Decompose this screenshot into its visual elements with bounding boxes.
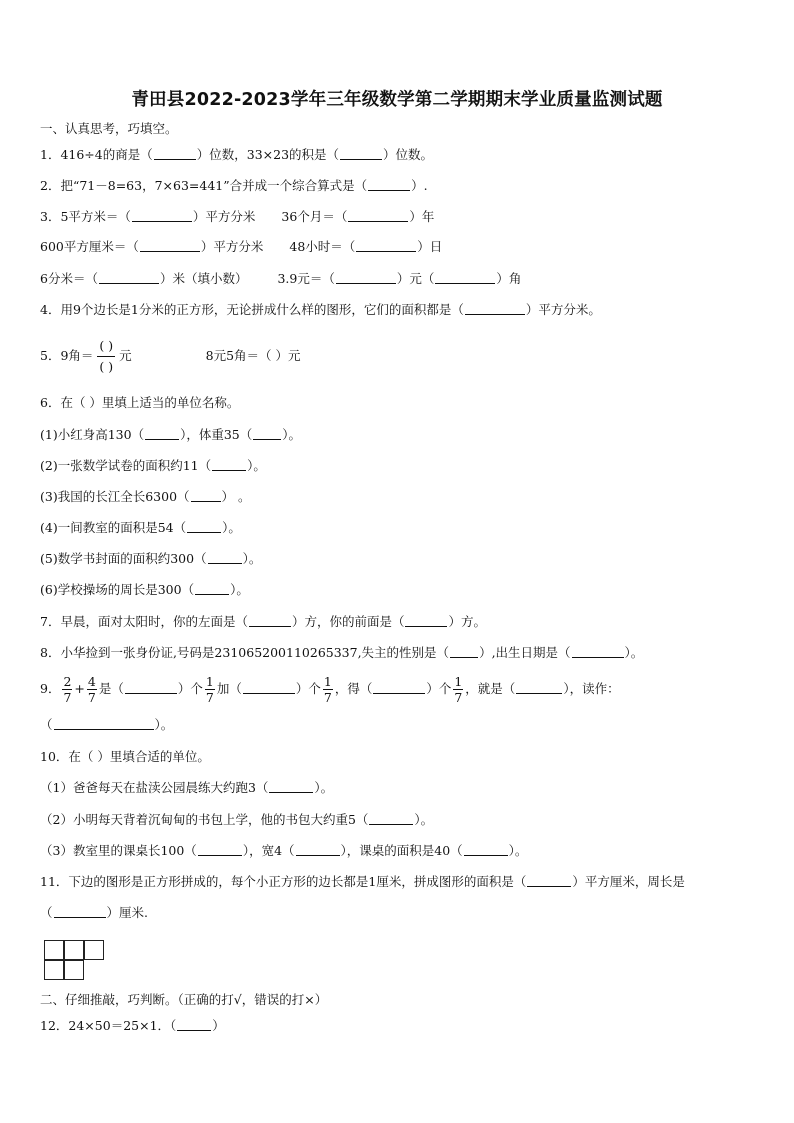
answer-blank[interactable]	[191, 488, 221, 502]
answer-blank[interactable]	[54, 716, 154, 730]
question-text: ）角	[496, 271, 522, 286]
question-5	[40, 336, 301, 377]
answer-blank[interactable]	[132, 208, 192, 222]
question-text: ）厘米.	[106, 905, 148, 920]
fraction	[323, 674, 333, 705]
question-text: ）。	[222, 520, 241, 535]
question-text: ）。	[508, 843, 528, 858]
answer-blank[interactable]	[198, 842, 242, 856]
question-text: ，得（	[334, 681, 373, 696]
question-text: 8．小华捡到一张身份证,号码是231065200110265337,失主的性别是（	[40, 645, 450, 660]
answer-blank[interactable]	[177, 1017, 211, 1031]
question-7	[40, 613, 486, 631]
fraction-numerator[interactable]: ( )	[97, 336, 115, 357]
question-text: ）米（填小数）	[159, 271, 248, 286]
question-6-item-3	[40, 488, 251, 506]
question-12	[40, 1017, 225, 1035]
question-text: ）方。	[448, 614, 486, 629]
question-text: 1．416÷4的商是（	[40, 147, 153, 162]
question-text: （1）爸爸每天在盐渎公园晨练大约跑3（	[40, 780, 269, 795]
question-text: 是（	[98, 681, 124, 696]
question-text: ）个	[177, 681, 203, 696]
answer-blank[interactable]	[405, 613, 447, 627]
fraction-denominator: 7	[454, 690, 463, 705]
question-text: 12．24×50＝25×1．（	[40, 1018, 177, 1033]
question-9	[40, 674, 620, 705]
question-text: （2）小明每天背着沉甸甸的书包上学，他的书包大约重5（	[40, 812, 369, 827]
answer-blank[interactable]	[249, 613, 291, 627]
answer-blank[interactable]	[125, 680, 177, 694]
question-text: ），课桌的面积是40（	[340, 843, 463, 858]
question-text: ）,出生日期是（	[479, 645, 571, 660]
answer-blank[interactable]	[145, 426, 179, 440]
answer-blank[interactable]	[208, 550, 242, 564]
question-text: ）。	[154, 717, 174, 732]
question-3-row-2	[40, 238, 442, 256]
question-text: ）方，你的前面是（	[291, 614, 405, 629]
question-text: ）元（	[396, 271, 435, 286]
answer-blank[interactable]	[195, 581, 229, 595]
answer-blank[interactable]	[187, 519, 221, 533]
question-text: ）。	[624, 645, 644, 660]
fraction	[62, 674, 72, 705]
question-text: ）平方厘米，周长是	[572, 874, 685, 889]
question-text: ） 。	[221, 489, 251, 504]
answer-blank[interactable]	[373, 680, 425, 694]
question-text: 加（	[216, 681, 242, 696]
question-6-item-4	[40, 519, 241, 537]
answer-blank[interactable]	[336, 270, 396, 284]
question-text: ），宽4（	[242, 843, 295, 858]
question-1	[40, 146, 433, 164]
answer-blank[interactable]	[340, 146, 382, 160]
page-title: 青田县2022-2023学年三年级数学第二学期期末学业质量监测试题	[131, 90, 663, 110]
question-text: 元	[119, 348, 132, 363]
question-10-item-3	[40, 842, 527, 860]
question-6-item-2	[40, 457, 266, 475]
question-text: ）。	[282, 427, 301, 442]
question-text: ）个	[426, 681, 452, 696]
answer-blank[interactable]	[435, 270, 495, 284]
question-text: ）。	[242, 551, 262, 566]
answer-blank[interactable]	[369, 811, 413, 825]
question-text: ）	[212, 1018, 225, 1033]
question-text: ）.	[411, 178, 428, 193]
answer-blank[interactable]	[572, 644, 624, 658]
answer-blank[interactable]	[465, 301, 525, 315]
question-text: ）个	[295, 681, 321, 696]
fraction-denominator: 7	[323, 690, 332, 705]
answer-blank[interactable]	[243, 680, 295, 694]
question-text: （3）教室里的课桌长100（	[40, 843, 197, 858]
unit-square	[44, 940, 64, 960]
answer-blank[interactable]	[356, 238, 416, 252]
question-text: 48小时＝（	[289, 239, 356, 254]
question-8	[40, 644, 643, 662]
question-6-stem: 6．在（ ）里填上适当的单位名称。	[40, 395, 240, 410]
question-9-continued	[40, 716, 173, 734]
question-6-item-6	[40, 581, 249, 599]
unit-square	[64, 960, 84, 980]
answer-blank[interactable]	[368, 177, 410, 191]
question-text: 4．用9个边长是1分米的正方形，无论拼成什么样的图形，它们的面积都是（	[40, 302, 464, 317]
question-text: (5)数学书封面的面积约300（	[40, 551, 207, 566]
fraction-numerator: 1	[454, 674, 463, 689]
question-text: ），读作：	[563, 681, 620, 696]
question-text: 600平方厘米＝（	[40, 239, 139, 254]
plus-sign: +	[74, 681, 85, 696]
question-6-item-5	[40, 550, 261, 568]
unit-square	[44, 960, 64, 980]
question-text: 5．9角＝	[40, 348, 94, 363]
question-text: (1)小红身高130（	[40, 427, 145, 442]
fraction-denominator: 7	[87, 690, 96, 705]
answer-blank[interactable]	[154, 146, 196, 160]
fraction	[205, 674, 215, 705]
question-11	[40, 873, 685, 891]
question-text: （	[40, 717, 53, 732]
question-text: ）年	[409, 209, 435, 224]
question-6-item-1	[40, 426, 301, 444]
answer-blank[interactable]	[348, 208, 408, 222]
question-text: 9．	[40, 681, 61, 696]
answer-blank[interactable]	[516, 680, 562, 694]
unit-square	[84, 940, 104, 960]
question-text: （	[40, 905, 53, 920]
fraction-blank[interactable]	[97, 336, 115, 377]
answer-blank[interactable]	[450, 644, 478, 658]
question-2	[40, 177, 428, 195]
fraction-numerator: 2	[63, 674, 72, 689]
fraction	[453, 674, 463, 705]
question-3-row-1	[40, 208, 434, 226]
question-4	[40, 301, 601, 319]
answer-blank[interactable]	[464, 842, 508, 856]
question-text: 3．5平方米＝（	[40, 209, 131, 224]
answer-blank[interactable]	[140, 238, 200, 252]
fraction-denominator: 7	[63, 690, 72, 705]
answer-blank[interactable]	[296, 842, 340, 856]
question-3-row-3	[40, 270, 521, 288]
question-text: (4)一间教室的面积是54（	[40, 520, 187, 535]
question-text: 11．下边的图形是正方形拼成的，每个小正方形的边长都是1厘米，拼成图形的面积是（	[40, 874, 527, 889]
question-text: (3)我国的长江全长6300（	[40, 489, 190, 504]
question-text: ）平方分米	[192, 209, 256, 224]
question-text: ）平方分米。	[525, 302, 601, 317]
answer-blank[interactable]	[527, 873, 571, 887]
section-2-heading: 二、仔细推敲，巧判断。（正确的打√，错误的打×）	[40, 992, 328, 1007]
question-text: 36个月＝（	[281, 209, 348, 224]
question-text: ），体重35（	[180, 427, 253, 442]
answer-blank[interactable]	[269, 779, 313, 793]
question-text: ）日	[417, 239, 443, 254]
section-1-heading: 一、认真思考，巧填空。	[40, 121, 178, 136]
question-text: 6分米＝（	[40, 271, 98, 286]
question-text: 2．把“71－8=63，7×63=441”合并成一个综合算式是（	[40, 178, 368, 193]
fraction-numerator: 4	[87, 674, 96, 689]
question-10-item-1	[40, 779, 333, 797]
fraction-numerator: 1	[205, 674, 214, 689]
question-text: ）。	[230, 582, 249, 597]
question-text: ）平方分米	[200, 239, 264, 254]
question-text: 8元5角＝（ ）元	[205, 348, 301, 363]
fraction-denominator: 7	[205, 690, 214, 705]
question-text: 7．早晨，面对太阳时，你的左面是（	[40, 614, 248, 629]
question-text: ）位数。	[383, 147, 434, 162]
fraction-denominator[interactable]: ( )	[99, 359, 114, 374]
fraction	[87, 674, 97, 705]
question-text: ，就是（	[465, 681, 516, 696]
question-10-item-2	[40, 811, 433, 829]
question-10-stem: 10．在（ ）里填合适的单位。	[40, 749, 210, 764]
answer-blank[interactable]	[253, 426, 281, 440]
question-text: ）。	[314, 780, 334, 795]
fraction-numerator: 1	[323, 674, 332, 689]
question-text: ）位数，33×23的积是（	[196, 147, 340, 162]
question-11-continued	[40, 904, 148, 922]
question-text: (6)学校操场的周长是300（	[40, 582, 195, 597]
question-text: 3.9元＝（	[277, 271, 335, 286]
unit-square	[64, 940, 84, 960]
question-text: ）。	[414, 812, 434, 827]
question-text: ）。	[247, 458, 266, 473]
answer-blank[interactable]	[54, 904, 106, 918]
question-text: (2)一张数学试卷的面积约11（	[40, 458, 212, 473]
answer-blank[interactable]	[99, 270, 159, 284]
answer-blank[interactable]	[212, 457, 246, 471]
